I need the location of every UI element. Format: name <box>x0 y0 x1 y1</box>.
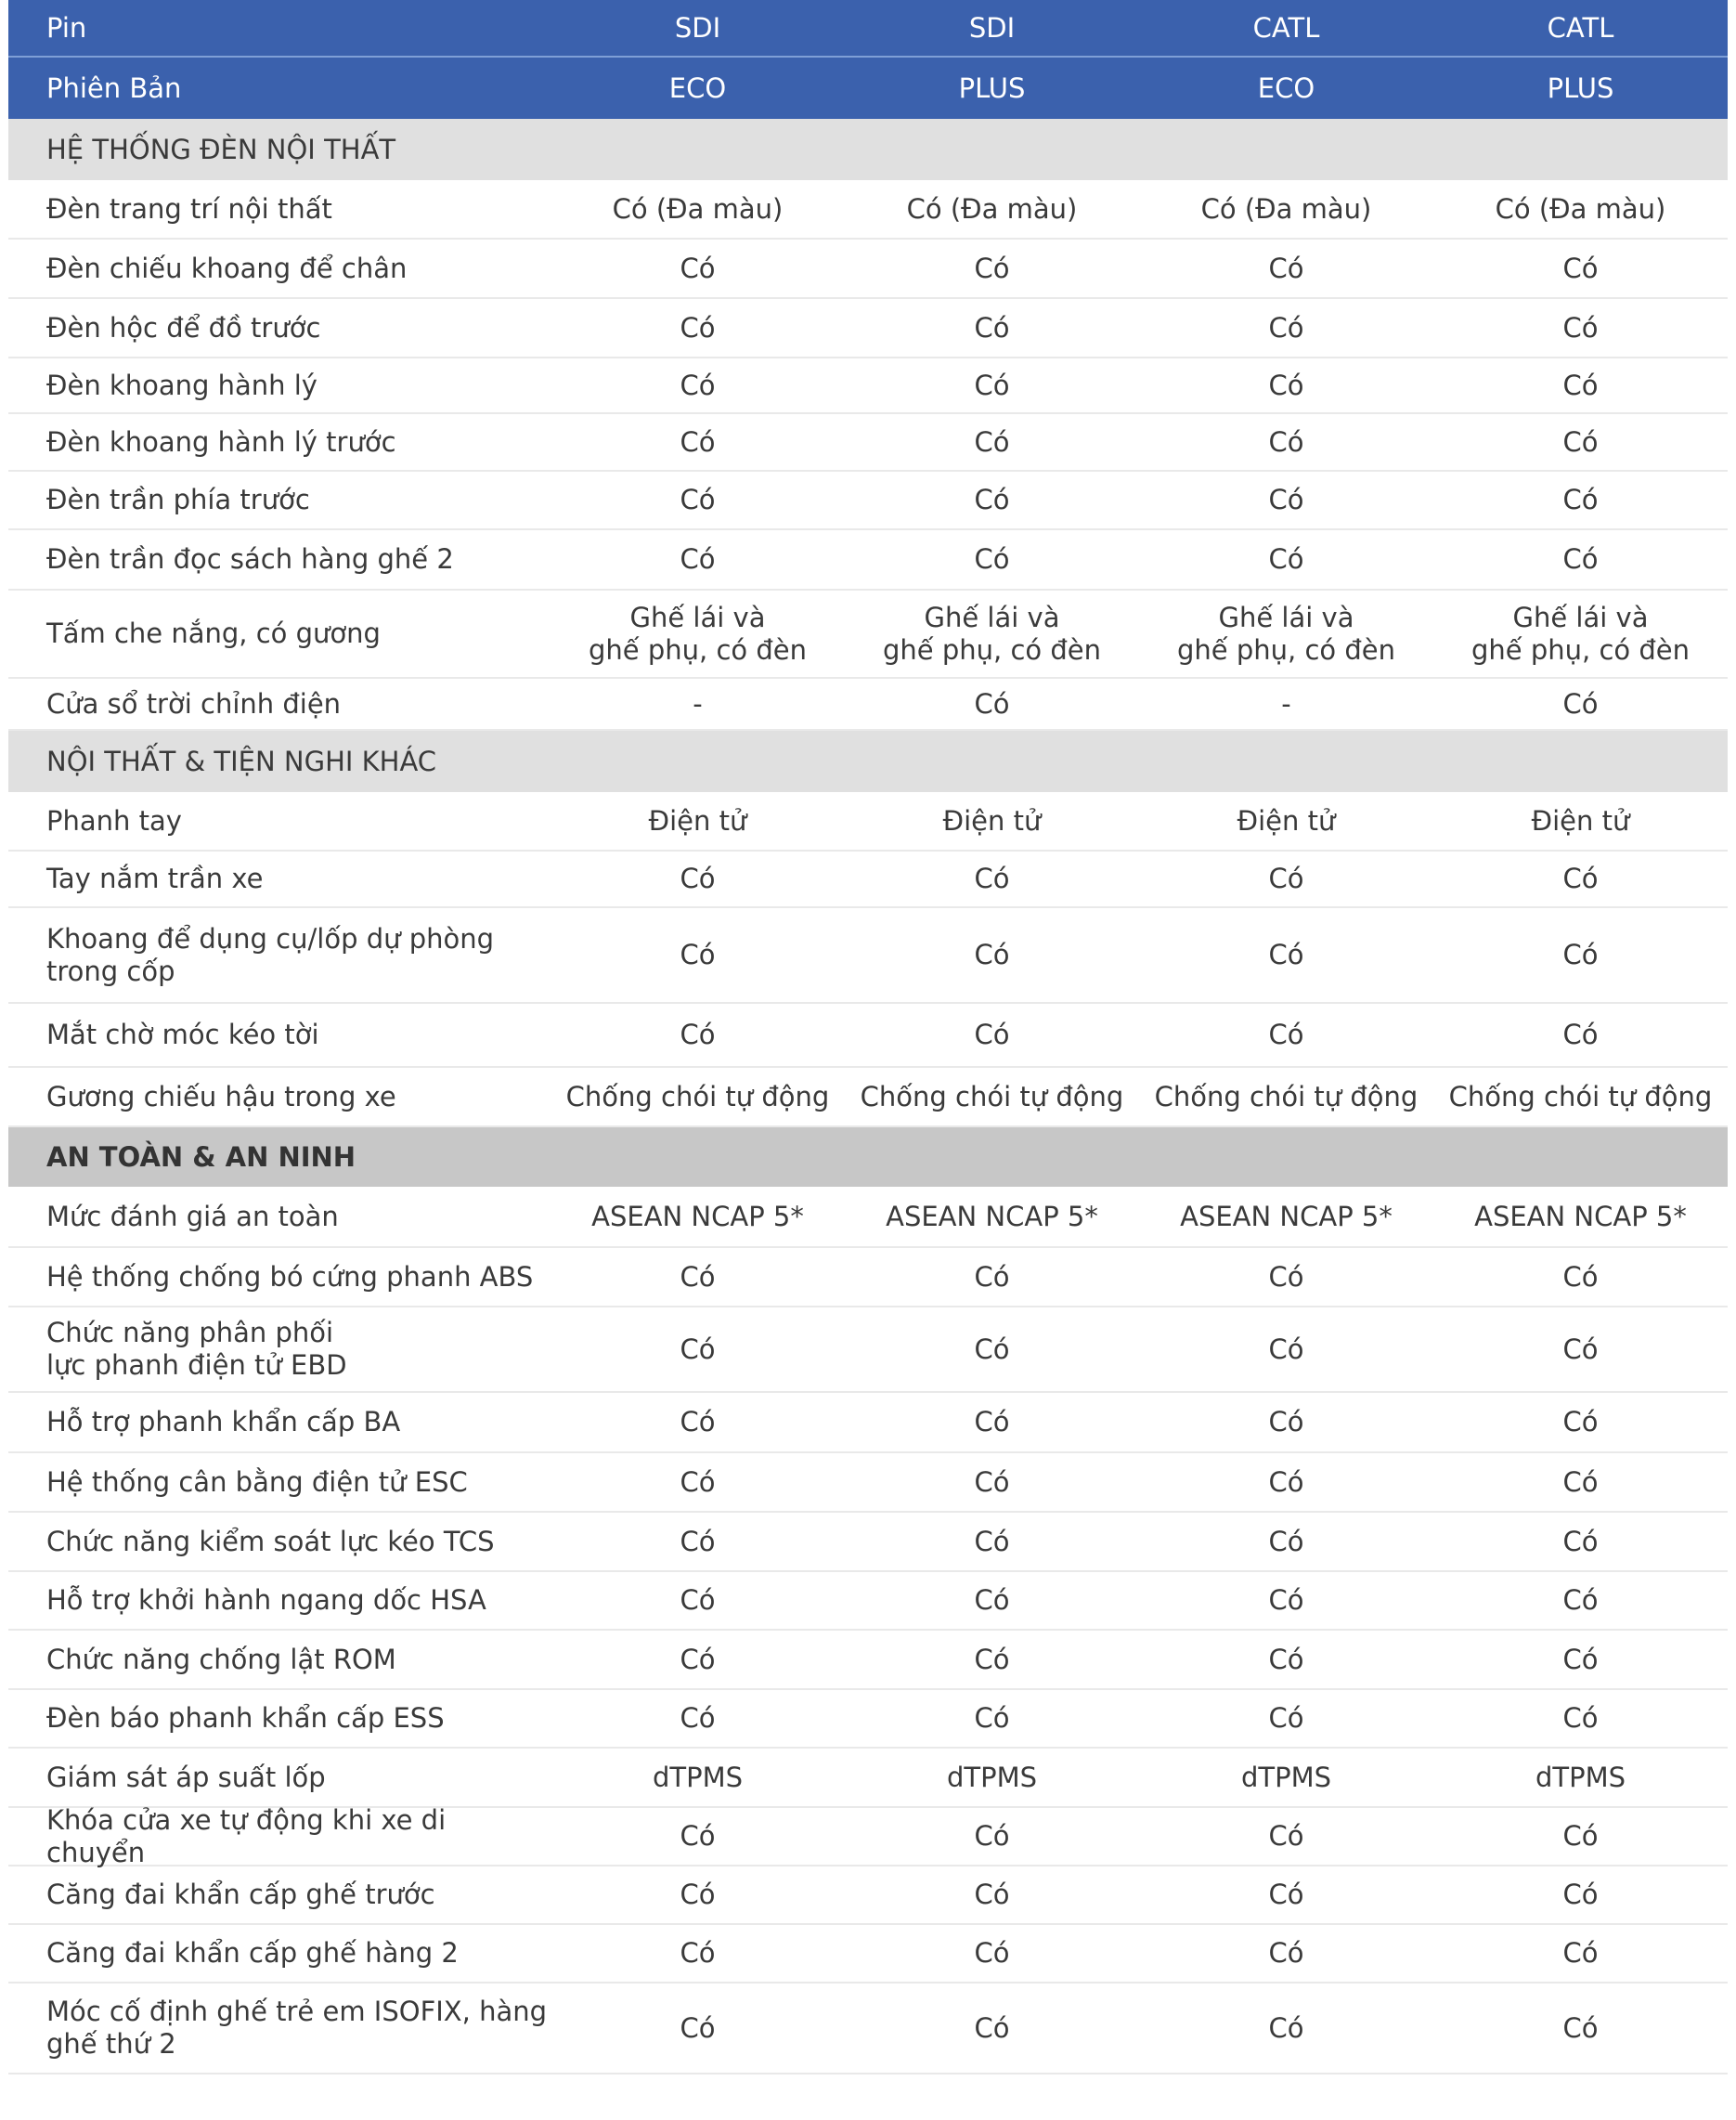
row-value: Có <box>974 252 1010 284</box>
row-value: Có <box>974 1525 1010 1557</box>
row-value: Có <box>1562 1019 1599 1050</box>
row-label: Đèn khoang hành lý trước <box>46 425 396 458</box>
row-value: Có <box>974 369 1010 401</box>
row-value: dTPMS <box>1240 1761 1332 1793</box>
row-value: Có <box>974 1879 1010 1910</box>
row-value: Chống chói tự động <box>860 1080 1124 1112</box>
row-value: Có <box>1562 939 1599 970</box>
row-value: - <box>693 687 703 720</box>
row-value: Có <box>1562 425 1599 458</box>
section-header <box>8 119 1728 180</box>
row-value: Có <box>1562 1584 1599 1616</box>
table-row <box>8 1393 1728 1453</box>
row-value: ASEAN NCAP 5* <box>591 1200 804 1232</box>
row-value: ASEAN NCAP 5* <box>1180 1200 1393 1232</box>
header-pin-4: CATL <box>1547 11 1614 44</box>
row-value: Có <box>974 2011 1010 2044</box>
row-value: Có <box>680 1333 716 1365</box>
table-row <box>8 1513 1728 1572</box>
row-value: Ghế lái và ghế phụ, có đèn <box>589 601 807 666</box>
row-value: Có <box>974 1702 1010 1734</box>
header-pin-1: SDI <box>674 11 721 44</box>
row-label: Mức đánh giá an toàn <box>46 1200 339 1232</box>
section-title: HỆ THỐNG ĐÈN NỘI THẤT <box>46 133 396 165</box>
row-value: Có <box>974 1465 1010 1498</box>
table-row <box>8 1004 1728 1068</box>
row-value: Có <box>1268 1584 1304 1616</box>
row-label: Hỗ trợ phanh khẩn cấp BA <box>46 1406 401 1437</box>
table-row <box>8 679 1728 731</box>
row-value: Có <box>680 311 716 344</box>
row-value: Có <box>1562 1820 1599 1852</box>
row-value: Có <box>680 252 716 284</box>
row-label: Mắt chờ móc kéo tời <box>46 1019 319 1050</box>
header-version-4: PLUS <box>1547 72 1614 104</box>
row-value: Có <box>680 425 716 458</box>
table-row <box>8 792 1728 852</box>
row-value: Có <box>1562 1702 1599 1734</box>
header-row-pin <box>8 0 1728 58</box>
row-value: Có <box>1562 2011 1599 2044</box>
table-row <box>8 240 1728 299</box>
row-label: Đèn trần đọc sách hàng ghế 2 <box>46 543 454 575</box>
row-label: Tấm che nắng, có gương <box>46 618 381 649</box>
row-value: Có <box>974 311 1010 344</box>
row-value: Có <box>1562 687 1599 720</box>
spec-table <box>8 0 1728 2074</box>
row-value: Có <box>974 1937 1010 1969</box>
table-row <box>8 1248 1728 1307</box>
row-value: Có <box>1268 1465 1304 1498</box>
table-row <box>8 472 1728 530</box>
header-version-2: PLUS <box>958 72 1026 104</box>
table-row <box>8 1983 1728 2074</box>
row-value: Có <box>1562 1333 1599 1365</box>
row-label: Hỗ trợ khởi hành ngang dốc HSA <box>46 1584 486 1616</box>
row-value: Có <box>974 939 1010 970</box>
row-value: Có <box>1562 543 1599 575</box>
table-row <box>8 1307 1728 1393</box>
row-value: Điện tử <box>1531 804 1630 837</box>
row-value: Có <box>974 863 1010 894</box>
row-value: Có <box>974 1260 1010 1293</box>
header-version-3: ECO <box>1257 72 1315 104</box>
row-value: Có <box>1268 1406 1304 1437</box>
row-value: Có <box>1562 1525 1599 1557</box>
row-label: Đèn khoang hành lý <box>46 369 317 401</box>
row-value: Điện tử <box>648 804 747 837</box>
row-value: Có <box>1268 484 1304 515</box>
row-value: Có <box>1562 1465 1599 1498</box>
table-row <box>8 530 1728 591</box>
row-value: Có <box>1268 1879 1304 1910</box>
row-label: Đèn chiếu khoang để chân <box>46 252 408 284</box>
row-value: dTPMS <box>946 1761 1038 1793</box>
row-value: dTPMS <box>652 1761 744 1793</box>
row-label: Hệ thống cân bằng điện tử ESC <box>46 1465 468 1498</box>
row-value: Có <box>1268 311 1304 344</box>
row-value: Có <box>1562 484 1599 515</box>
row-value: Có <box>1268 1702 1304 1734</box>
row-value: Có <box>1268 1525 1304 1557</box>
row-label: Tay nắm trần xe <box>46 863 264 894</box>
row-value: Có (Đa màu) <box>1495 192 1666 225</box>
table-row <box>8 1572 1728 1631</box>
row-value: Có <box>1562 1937 1599 1969</box>
row-value: Có <box>1268 1260 1304 1293</box>
table-row <box>8 299 1728 358</box>
row-value: Có <box>974 1333 1010 1365</box>
row-value: Có <box>680 1406 716 1437</box>
row-label: Căng đai khẩn cấp ghế hàng 2 <box>46 1937 459 1969</box>
row-label: Giám sát áp suất lốp <box>46 1761 326 1793</box>
row-value: Có <box>680 1260 716 1293</box>
table-row <box>8 1866 1728 1925</box>
row-value: Có <box>1268 1820 1304 1852</box>
table-body <box>8 119 1728 2074</box>
row-label: Hệ thống chống bó cứng phanh ABS <box>46 1260 534 1293</box>
table-row <box>8 1925 1728 1983</box>
row-value: Có <box>1268 543 1304 575</box>
row-value: Có <box>974 484 1010 515</box>
row-label: Khóa cửa xe tự động khi xe di chuyển <box>46 1803 447 1868</box>
row-value: Có <box>1268 1333 1304 1365</box>
row-value: Có <box>1268 425 1304 458</box>
header-pin-3: CATL <box>1252 11 1320 44</box>
row-label: Đèn trang trí nội thất <box>46 192 332 225</box>
table-row <box>8 852 1728 908</box>
row-value: Có <box>680 1643 716 1675</box>
row-value: Ghế lái và ghế phụ, có đèn <box>1177 601 1395 666</box>
row-label: Cửa sổ trời chỉnh điện <box>46 687 342 720</box>
table-row <box>8 1631 1728 1690</box>
row-label: Đèn trần phía trước <box>46 484 310 515</box>
row-label: Chức năng phân phối lực phanh điện tử EBD <box>46 1317 347 1381</box>
table-row <box>8 180 1728 240</box>
row-value: Có <box>974 687 1010 720</box>
section-header <box>8 731 1728 792</box>
row-value: - <box>1281 687 1291 720</box>
row-value: Có (Đa màu) <box>612 192 784 225</box>
row-value: Có <box>680 1525 716 1557</box>
row-value: Chống chói tự động <box>565 1080 830 1112</box>
table-row <box>8 591 1728 679</box>
row-value: Có <box>974 1584 1010 1616</box>
table-row <box>8 1453 1728 1513</box>
row-value: ASEAN NCAP 5* <box>886 1200 1098 1232</box>
row-label: Đèn hộc để đồ trước <box>46 311 321 344</box>
row-value: Có <box>1268 2011 1304 2044</box>
row-value: Có <box>1562 1260 1599 1293</box>
row-value: Có <box>1268 252 1304 284</box>
row-value: ASEAN NCAP 5* <box>1474 1200 1687 1232</box>
row-value: Có <box>680 2011 716 2044</box>
row-value: Có <box>680 1019 716 1050</box>
row-value: Có <box>974 1406 1010 1437</box>
row-value: Có <box>680 863 716 894</box>
row-value: Có <box>974 1820 1010 1852</box>
row-value: Có (Đa màu) <box>906 192 1078 225</box>
row-label: Đèn báo phanh khẩn cấp ESS <box>46 1702 445 1734</box>
table-row <box>8 358 1728 414</box>
row-value: Điện tử <box>1237 804 1336 837</box>
header-label-pin: Pin <box>46 11 87 44</box>
header-version-1: ECO <box>668 72 727 104</box>
row-value: Có <box>680 1584 716 1616</box>
row-value: Có <box>680 1937 716 1969</box>
row-value: Có <box>1268 939 1304 970</box>
row-label: Khoang để dụng cụ/lốp dự phòng trong cốp <box>46 922 495 987</box>
row-value: Có <box>974 543 1010 575</box>
row-value: Có <box>1268 1937 1304 1969</box>
table-row <box>8 414 1728 472</box>
row-value: Có <box>974 425 1010 458</box>
row-label: Gương chiếu hậu trong xe <box>46 1080 396 1112</box>
header-label-version: Phiên Bản <box>46 72 182 104</box>
row-value: Có <box>680 1465 716 1498</box>
row-value: Chống chói tự động <box>1448 1080 1713 1112</box>
header-row-version <box>8 58 1728 119</box>
section-title: AN TOÀN & AN NINH <box>46 1140 356 1173</box>
row-value: Có <box>1268 369 1304 401</box>
row-label: Căng đai khẩn cấp ghế trước <box>46 1879 435 1910</box>
row-value: Có <box>680 1879 716 1910</box>
row-value: Có <box>1562 1879 1599 1910</box>
row-value: Có <box>1268 863 1304 894</box>
row-value: Có <box>1562 1643 1599 1675</box>
header-pin-2: SDI <box>968 11 1016 44</box>
table-row <box>8 908 1728 1004</box>
row-value: Có <box>680 939 716 970</box>
row-value: Điện tử <box>942 804 1042 837</box>
row-value: Có <box>974 1643 1010 1675</box>
row-label: Chức năng kiểm soát lực kéo TCS <box>46 1525 495 1557</box>
row-value: Có <box>974 1019 1010 1050</box>
row-value: Có <box>1562 311 1599 344</box>
row-value: Ghế lái và ghế phụ, có đèn <box>883 601 1101 666</box>
row-value: Có <box>1562 1406 1599 1437</box>
row-label: Chức năng chống lật ROM <box>46 1643 396 1675</box>
row-value: Có <box>680 484 716 515</box>
row-label: Phanh tay <box>46 804 182 837</box>
row-value: Có <box>1562 863 1599 894</box>
table-row <box>8 1187 1728 1248</box>
row-value: Ghế lái và ghế phụ, có đèn <box>1471 601 1690 666</box>
row-value: Có <box>680 1702 716 1734</box>
row-value: Có <box>1562 252 1599 284</box>
row-value: Có (Đa màu) <box>1200 192 1372 225</box>
row-value: Có <box>680 1820 716 1852</box>
row-value: Có <box>680 543 716 575</box>
table-row <box>8 1690 1728 1749</box>
row-value: Có <box>1268 1019 1304 1050</box>
table-row <box>8 1068 1728 1127</box>
row-label: Móc cố định ghế trẻ em ISOFIX, hàng ghế thứ 2 <box>46 1996 548 2060</box>
row-value: Có <box>680 369 716 401</box>
row-value: dTPMS <box>1535 1761 1626 1793</box>
row-value: Có <box>1268 1643 1304 1675</box>
row-value: Có <box>1562 369 1599 401</box>
row-value: Chống chói tự động <box>1154 1080 1419 1112</box>
section-header <box>8 1127 1728 1187</box>
table-row <box>8 1749 1728 1808</box>
table-row <box>8 1803 1728 1868</box>
section-title: NỘI THẤT & TIỆN NGHI KHÁC <box>46 745 437 777</box>
